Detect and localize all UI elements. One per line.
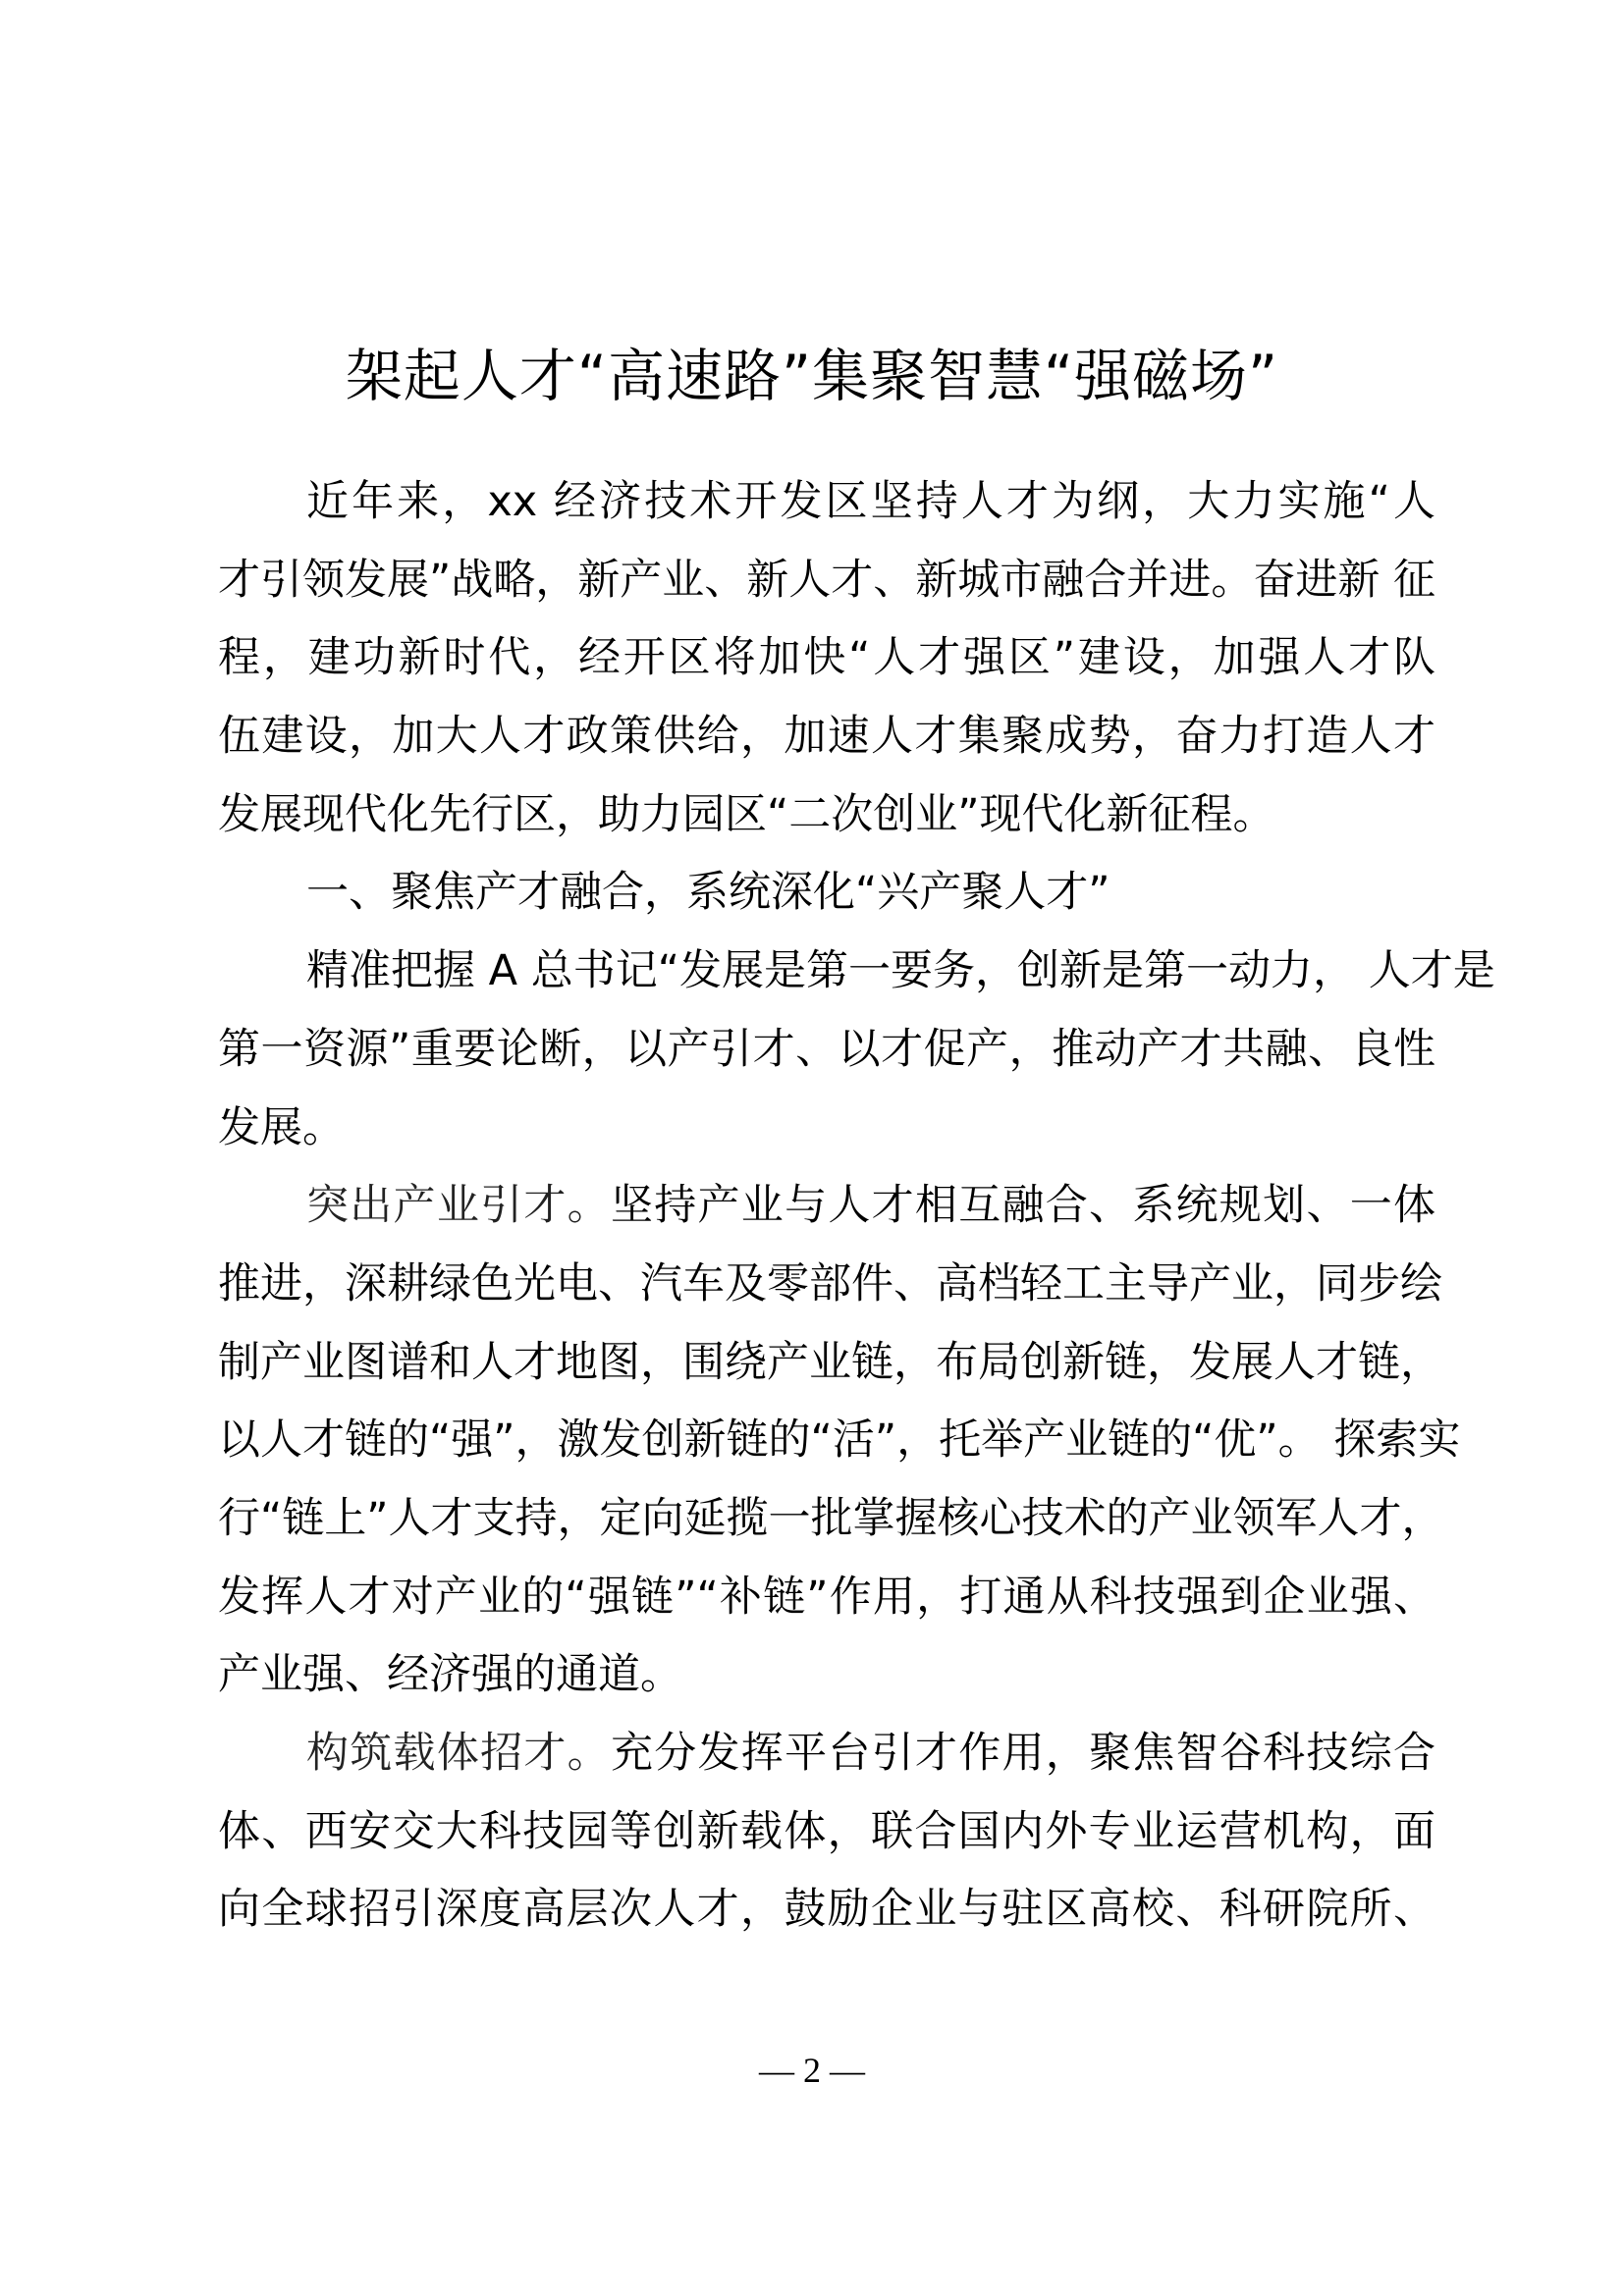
p3-line: 产业强、经济强的通道。 bbox=[218, 1650, 682, 1700]
p3-line: 制产业图谱和人才地图，围绕产业链，布局创新链，发展人才链， bbox=[218, 1337, 1442, 1387]
page-number: — 2 — bbox=[759, 2051, 865, 2090]
p1-line: 发展现代化先行区，助力园区“二次创业”现代化新征程。 bbox=[218, 789, 1275, 839]
p3-line: 以人才链的“强”，激发创新链的“活”，托举产业链的“优”。 探索实 bbox=[218, 1415, 1461, 1466]
p1-line: 程，建功新时代，经开区将加快“人才强区”建设，加强人才队 bbox=[218, 633, 1435, 683]
p1-line: 才引领发展”战略，新产业、新人才、新城市融合并进。奋进新 征 bbox=[218, 555, 1435, 605]
section-heading: 一、聚焦产才融合，系统深化“兴产聚人才” bbox=[306, 868, 1110, 918]
p3-lead: 突出产业引才。 bbox=[306, 1181, 611, 1231]
p4-line bbox=[218, 1715, 1435, 1793]
p2-line: 第一资源”重要论断，以产引才、以才促产，推动产才共融、良性 bbox=[218, 1024, 1435, 1074]
document-body bbox=[218, 463, 1495, 1949]
p1-line: 近年来，xx 经济技术开发区坚持人才为纲，大力实施“人 bbox=[306, 477, 1435, 526]
document-title: 架起人才“高速路”集聚智慧“强磁场” bbox=[345, 343, 1279, 409]
p4-line: 向全球招引深度高层次人才，鼓励企业与驻区高校、科研院所、 bbox=[218, 1885, 1435, 1935]
p3-line-text: 坚持产业与人才相互融合、系统规划、一体 bbox=[610, 1181, 1436, 1231]
p3-line bbox=[218, 1167, 1435, 1246]
p4-line: 体、西安交大科技园等创新载体，联合国内外专业运营机构，面 bbox=[218, 1806, 1435, 1856]
p2-line: 发展。 bbox=[218, 1102, 345, 1152]
p2-line: 精准把握 A 总书记“发展是第一要务，创新是第一动力， 人才是 bbox=[306, 946, 1495, 996]
p4-line-text: 充分发挥平台引才作用，聚焦智谷科技综合 bbox=[610, 1729, 1436, 1778]
p1-line: 伍建设，加大人才政策供给，加速人才集聚成势，奋力打造人才 bbox=[218, 712, 1435, 762]
p3-line: 推进，深耕绿色光电、汽车及零部件、高档轻工主导产业，同步绘 bbox=[218, 1258, 1442, 1308]
p3-line: 行“链上”人才支持，定向延揽一批掌握核心技术的产业领军人才， bbox=[218, 1493, 1444, 1543]
p3-line: 发挥人才对产业的“强链”“补链”作用，打通从科技强到企业强、 bbox=[218, 1572, 1435, 1622]
p4-lead: 构筑载体招才。 bbox=[306, 1729, 611, 1778]
